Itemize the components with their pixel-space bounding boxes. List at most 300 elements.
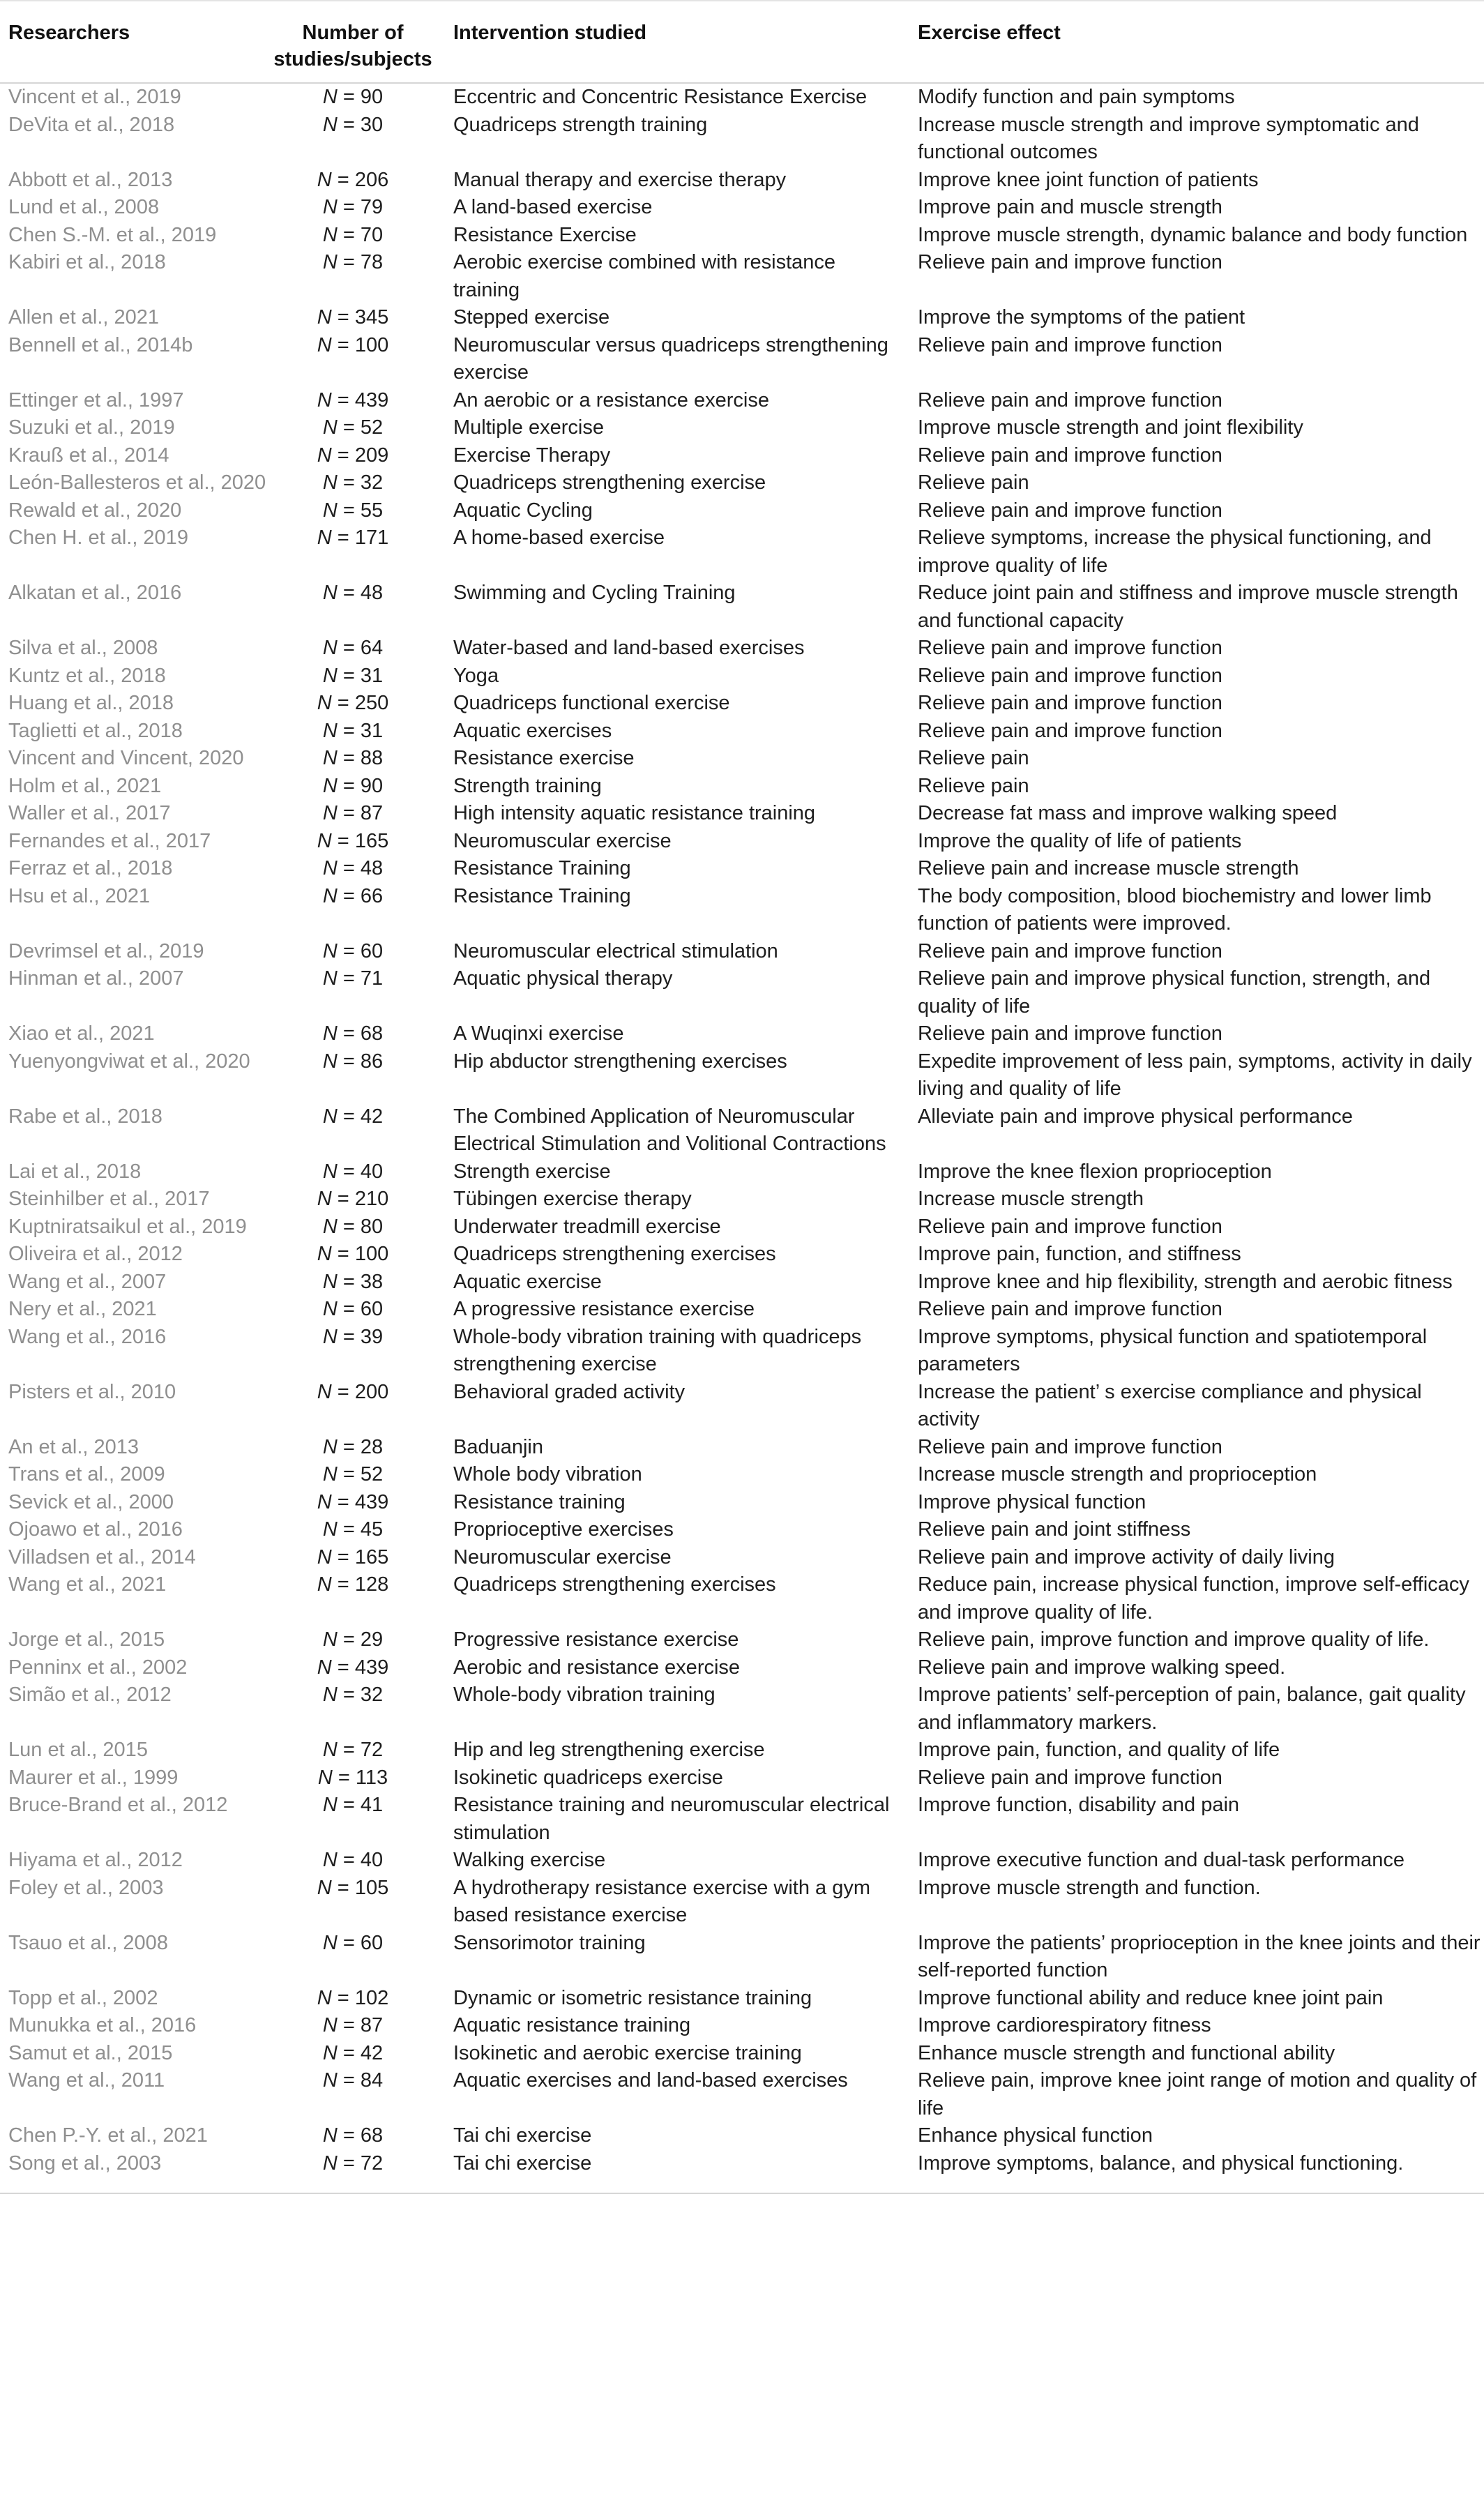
- subjects-count: 38: [360, 1270, 384, 1293]
- subjects-cell: [272, 938, 434, 966]
- n-symbol: N: [317, 1490, 332, 1513]
- subjects-count: 31: [360, 664, 384, 687]
- subjects-count: 439: [354, 1490, 389, 1513]
- equals-sign: =: [337, 2014, 361, 2036]
- table-row: [0, 1737, 1484, 1764]
- researchers-cell: Waller et al., 2017: [8, 802, 171, 824]
- table-row: [0, 222, 1484, 250]
- table-row: [0, 1103, 1484, 1158]
- equals-sign: =: [331, 388, 355, 411]
- subjects-count: 90: [360, 86, 384, 108]
- n-symbol: N: [322, 939, 338, 962]
- table-row: [0, 1213, 1484, 1241]
- effect-cell: Improve pain, function, and quality of life: [918, 1739, 1280, 1761]
- table-header: [0, 1, 1484, 83]
- researchers-cell: Chen S.-M. et al., 2019: [8, 223, 217, 246]
- subjects-count: 68: [360, 1022, 384, 1045]
- researchers-cell: Wang et al., 2021: [8, 1573, 167, 1596]
- equals-sign: =: [337, 1739, 361, 1761]
- n-symbol: N: [322, 664, 338, 687]
- equals-sign: =: [337, 471, 361, 494]
- n-symbol: N: [322, 774, 338, 797]
- effect-cell: Relieve pain and improve function: [918, 664, 1222, 687]
- intervention-cell: An aerobic or a resistance exercise: [453, 388, 769, 411]
- subjects-cell: [272, 1434, 434, 1462]
- table-row: [0, 883, 1484, 938]
- researchers-cell: Ferraz et al., 2018: [8, 857, 173, 879]
- subjects-count: 39: [360, 1325, 384, 1348]
- n-symbol: N: [322, 582, 338, 604]
- table-row: [0, 1930, 1484, 1985]
- table-row: [0, 1792, 1484, 1847]
- subjects-cell: [272, 1158, 434, 1186]
- table-row: [0, 194, 1484, 222]
- table-row: [0, 2067, 1484, 2122]
- table-row: [0, 1544, 1484, 1572]
- equals-sign: =: [337, 1298, 361, 1320]
- intervention-cell: Quadriceps strengthening exercises: [453, 1243, 776, 1265]
- table-row: [0, 332, 1484, 387]
- researchers-cell: DeVita et al., 2018: [8, 113, 175, 136]
- effect-cell: Improve the knee flexion proprioception: [918, 1160, 1272, 1183]
- intervention-cell: Neuromuscular versus quadriceps strengthening exercise: [453, 333, 888, 384]
- subjects-count: 60: [360, 1931, 384, 1954]
- subjects-count: 87: [360, 2014, 384, 2036]
- subjects-cell: [272, 1654, 434, 1682]
- subjects-count: 84: [360, 2069, 384, 2092]
- subjects-cell: [272, 524, 434, 580]
- n-symbol: N: [322, 1325, 338, 1348]
- intervention-cell: The Combined Application of Neuromuscular Electrical Stimulation and Volitional Contractions: [453, 1105, 886, 1155]
- intervention-cell: Hip and leg strengthening exercise: [453, 1739, 765, 1761]
- subjects-count: 250: [354, 692, 389, 714]
- effect-cell: Relieve pain and improve function: [918, 692, 1222, 714]
- subjects-count: 42: [360, 2041, 384, 2064]
- subjects-count: 48: [360, 857, 384, 879]
- effect-cell: Expedite improvement of less pain, symptoms, activity in daily living and quality of life: [918, 1050, 1472, 1100]
- subjects-cell: [272, 1930, 434, 1985]
- subjects-cell: [272, 635, 434, 663]
- intervention-cell: Walking exercise: [453, 1849, 606, 1871]
- effect-cell: Relieve pain and improve function: [918, 1435, 1222, 1458]
- n-symbol: N: [317, 1656, 332, 1679]
- table-row: [0, 1985, 1484, 2013]
- intervention-cell: Quadriceps strengthening exercise: [453, 471, 766, 494]
- effect-cell: Increase muscle strength: [918, 1188, 1144, 1210]
- n-symbol: N: [322, 1684, 338, 1706]
- equals-sign: =: [331, 1986, 355, 2009]
- effect-cell: Relieve symptoms, increase the physical functioning, and improve quality of life: [918, 527, 1432, 577]
- n-symbol: N: [322, 1050, 338, 1073]
- n-symbol: N: [317, 1876, 332, 1899]
- subjects-count: 171: [354, 527, 389, 549]
- equals-sign: =: [337, 1022, 361, 1045]
- effect-cell: Improve physical function: [918, 1490, 1146, 1513]
- effect-cell: Relieve pain and improve function: [918, 1766, 1222, 1789]
- intervention-cell: Underwater treadmill exercise: [453, 1215, 721, 1238]
- subjects-cell: [272, 2040, 434, 2068]
- n-symbol: N: [322, 1298, 338, 1320]
- effect-cell: Relieve pain and improve function: [918, 1298, 1222, 1320]
- n-symbol: N: [317, 1545, 332, 1568]
- table-row: [0, 1324, 1484, 1379]
- table-row: [0, 855, 1484, 883]
- subjects-count: 52: [360, 416, 384, 439]
- intervention-cell: Isokinetic and aerobic exercise training: [453, 2041, 802, 2064]
- intervention-cell: Aquatic resistance training: [453, 2014, 691, 2036]
- subjects-cell: [272, 1489, 434, 1517]
- intervention-cell: Tai chi exercise: [453, 2152, 592, 2175]
- table-row: [0, 1048, 1484, 1103]
- table-row: [0, 2150, 1484, 2178]
- n-symbol: N: [322, 1105, 338, 1128]
- n-symbol: N: [322, 884, 338, 907]
- intervention-cell: Dynamic or isometric resistance training: [453, 1986, 812, 2009]
- subjects-count: 345: [354, 306, 389, 328]
- n-symbol: N: [322, 2041, 338, 2064]
- subjects-cell: [272, 800, 434, 828]
- table-row: [0, 938, 1484, 966]
- n-symbol: N: [322, 967, 338, 990]
- subjects-cell: [272, 1544, 434, 1572]
- researchers-cell: Fernandes et al., 2017: [8, 829, 211, 852]
- researchers-cell: Foley et al., 2003: [8, 1876, 164, 1899]
- subjects-cell: [272, 965, 434, 1020]
- n-symbol: N: [322, 1518, 338, 1541]
- researchers-cell: Allen et al., 2021: [8, 306, 160, 328]
- subjects-cell: [272, 1020, 434, 1048]
- effect-cell: Improve executive function and dual-task performance: [918, 1849, 1404, 1871]
- equals-sign: =: [337, 2069, 361, 2092]
- subjects-count: 165: [354, 829, 389, 852]
- effect-cell: Enhance physical function: [918, 2124, 1153, 2147]
- n-symbol: N: [322, 471, 338, 494]
- subjects-cell: [272, 773, 434, 801]
- effect-cell: Relieve pain and improve function: [918, 333, 1222, 356]
- subjects-cell: [272, 690, 434, 718]
- subjects-cell: [272, 387, 434, 415]
- researchers-cell: Ojoawo et al., 2016: [8, 1518, 183, 1541]
- researchers-cell: Vincent and Vincent, 2020: [8, 747, 244, 769]
- subjects-cell: [272, 745, 434, 773]
- researchers-cell: Nery et al., 2021: [8, 1298, 157, 1320]
- intervention-cell: Whole body vibration: [453, 1463, 642, 1485]
- subjects-count: 40: [360, 1160, 384, 1183]
- intervention-cell: A progressive resistance exercise: [453, 1298, 755, 1320]
- researchers-cell: Hiyama et al., 2012: [8, 1849, 183, 1871]
- researchers-cell: Chen H. et al., 2019: [8, 527, 188, 549]
- equals-sign: =: [331, 1656, 355, 1679]
- subjects-count: 28: [360, 1435, 384, 1458]
- subjects-count: 32: [360, 471, 384, 494]
- table-row: [0, 497, 1484, 525]
- n-symbol: N: [322, 1628, 338, 1651]
- subjects-count: 55: [360, 499, 384, 522]
- subjects-cell: [272, 414, 434, 442]
- equals-sign: =: [337, 86, 361, 108]
- n-symbol: N: [322, 223, 338, 246]
- researchers-cell: Lun et al., 2015: [8, 1739, 148, 1761]
- subjects-cell: [272, 2150, 434, 2178]
- researchers-cell: Abbott et al., 2013: [8, 168, 173, 191]
- subjects-cell: [272, 1516, 434, 1544]
- equals-sign: =: [337, 637, 361, 659]
- subjects-count: 102: [354, 1986, 389, 2009]
- subjects-cell: [272, 663, 434, 690]
- equals-sign: =: [331, 527, 355, 549]
- researchers-cell: Hsu et al., 2021: [8, 884, 151, 907]
- intervention-cell: Proprioceptive exercises: [453, 1518, 674, 1541]
- intervention-cell: Manual therapy and exercise therapy: [453, 168, 787, 191]
- table-row: [0, 1571, 1484, 1626]
- subjects-cell: [272, 2012, 434, 2040]
- intervention-cell: Aquatic physical therapy: [453, 967, 673, 990]
- intervention-cell: A Wuqinxi exercise: [453, 1022, 624, 1045]
- subjects-cell: [272, 1737, 434, 1764]
- intervention-cell: Exercise Therapy: [453, 444, 611, 467]
- n-symbol: N: [322, 2014, 338, 2036]
- equals-sign: =: [337, 747, 361, 769]
- subjects-cell: [272, 580, 434, 635]
- researchers-cell: Simão et al., 2012: [8, 1684, 172, 1706]
- researchers-cell: Kuptniratsaikul et al., 2019: [8, 1215, 247, 1238]
- researchers-cell: Wang et al., 2007: [8, 1270, 167, 1293]
- table-row: [0, 249, 1484, 304]
- effect-cell: Modify function and pain symptoms: [918, 86, 1235, 108]
- n-symbol: N: [317, 306, 332, 328]
- researchers-cell: Taglietti et al., 2018: [8, 719, 183, 742]
- table-row: [0, 2012, 1484, 2040]
- equals-sign: =: [337, 2152, 361, 2175]
- researchers-cell: Bennell et al., 2014b: [8, 333, 193, 356]
- effect-cell: Improve functional ability and reduce knee joint pain: [918, 1986, 1384, 2009]
- subjects-count: 165: [354, 1545, 389, 1568]
- equals-sign: =: [331, 306, 355, 328]
- header-number: Number of studies/subjects: [272, 1, 434, 83]
- researchers-cell: Pisters et al., 2010: [8, 1380, 176, 1403]
- bottom-rule: [0, 2177, 1484, 2193]
- researchers-cell: An et al., 2013: [8, 1435, 139, 1458]
- subjects-count: 72: [360, 2152, 384, 2175]
- n-symbol: N: [317, 527, 332, 549]
- effect-cell: Improve pain, function, and stiffness: [918, 1243, 1241, 1265]
- n-symbol: N: [322, 113, 338, 136]
- intervention-cell: Aerobic and resistance exercise: [453, 1656, 741, 1679]
- equals-sign: =: [337, 857, 361, 879]
- effect-cell: Relieve pain, improve function and improve quality of life.: [918, 1628, 1430, 1651]
- equals-sign: =: [337, 1794, 361, 1816]
- equals-sign: =: [337, 416, 361, 439]
- researchers-cell: Penninx et al., 2002: [8, 1656, 188, 1679]
- subjects-count: 80: [360, 1215, 384, 1238]
- subjects-count: 42: [360, 1105, 384, 1128]
- effect-cell: Relieve pain and improve function: [918, 388, 1222, 411]
- table-row: [0, 965, 1484, 1020]
- intervention-cell: Resistance Training: [453, 857, 631, 879]
- researchers-cell: Wang et al., 2011: [8, 2069, 165, 2092]
- intervention-cell: Neuromuscular exercise: [453, 1545, 672, 1568]
- equals-sign: =: [331, 444, 355, 467]
- intervention-cell: Resistance exercise: [453, 747, 635, 769]
- n-symbol: N: [322, 802, 338, 824]
- table-row: [0, 442, 1484, 470]
- n-symbol: N: [322, 251, 338, 273]
- equals-sign: =: [337, 1849, 361, 1871]
- table-row: [0, 1241, 1484, 1269]
- equals-sign: =: [337, 884, 361, 907]
- effect-cell: Increase muscle strength and improve symptomatic and functional outcomes: [918, 113, 1419, 163]
- subjects-count: 66: [360, 884, 384, 907]
- table-row: [0, 828, 1484, 856]
- intervention-cell: Behavioral graded activity: [453, 1380, 686, 1403]
- n-symbol: N: [322, 719, 338, 742]
- researchers-cell: Krauß et al., 2014: [8, 444, 169, 467]
- table-row: [0, 414, 1484, 442]
- table-row: [0, 1379, 1484, 1434]
- subjects-cell: [272, 1379, 434, 1434]
- equals-sign: =: [337, 802, 361, 824]
- equals-sign: =: [331, 1545, 355, 1568]
- subjects-cell: [272, 442, 434, 470]
- intervention-cell: Aquatic exercise: [453, 1270, 602, 1293]
- subjects-cell: [272, 167, 434, 195]
- effect-cell: Relieve pain and improve function: [918, 499, 1222, 522]
- table-row: [0, 167, 1484, 195]
- table-row: [0, 524, 1484, 580]
- intervention-cell: Quadriceps strengthening exercises: [453, 1573, 776, 1596]
- table-row: [0, 1269, 1484, 1296]
- subjects-count: 100: [354, 1243, 389, 1265]
- subjects-cell: [272, 1571, 434, 1626]
- effect-cell: Improve symptoms, physical function and spatiotemporal parameters: [918, 1325, 1428, 1375]
- intervention-cell: Strength training: [453, 774, 602, 797]
- effect-cell: Relieve pain: [918, 471, 1029, 494]
- n-symbol: N: [322, 857, 338, 879]
- researchers-cell: Kabiri et al., 2018: [8, 251, 166, 273]
- subjects-cell: [272, 2122, 434, 2150]
- table-row: [0, 800, 1484, 828]
- intervention-cell: Aerobic exercise combined with resistance training: [453, 251, 836, 301]
- effect-cell: Reduce joint pain and stiffness and improve muscle strength and functional capacity: [918, 582, 1458, 632]
- equals-sign: =: [337, 1931, 361, 1954]
- subjects-count: 32: [360, 1684, 384, 1706]
- table-row: [0, 1626, 1484, 1654]
- subjects-count: 206: [354, 168, 389, 191]
- n-symbol: N: [322, 2124, 338, 2147]
- table-row: [0, 1489, 1484, 1517]
- intervention-cell: A home-based exercise: [453, 527, 665, 549]
- researchers-cell: Ettinger et al., 1997: [8, 388, 184, 411]
- researchers-cell: Lai et al., 2018: [8, 1160, 142, 1183]
- subjects-count: 113: [355, 1766, 388, 1789]
- intervention-cell: A land-based exercise: [453, 196, 653, 218]
- equals-sign: =: [331, 1876, 355, 1899]
- researchers-cell: Xiao et al., 2021: [8, 1022, 155, 1045]
- subjects-count: 86: [360, 1050, 384, 1073]
- subjects-cell: [272, 1847, 434, 1875]
- researchers-cell: Maurer et al., 1999: [8, 1766, 179, 1789]
- header-intervention: Intervention studied: [434, 1, 901, 83]
- equals-sign: =: [331, 1490, 355, 1513]
- equals-sign: =: [337, 499, 361, 522]
- table-row: [0, 387, 1484, 415]
- subjects-count: 29: [360, 1628, 384, 1651]
- researchers-cell: León-Ballesteros et al., 2020: [8, 471, 266, 494]
- intervention-cell: Sensorimotor training: [453, 1931, 646, 1954]
- effect-cell: Relieve pain and improve walking speed.: [918, 1656, 1286, 1679]
- table-row: [0, 469, 1484, 497]
- effect-cell: Relieve pain and improve function: [918, 1215, 1222, 1238]
- effect-cell: Relieve pain: [918, 774, 1029, 797]
- table-footer-rule: [0, 2177, 1484, 2193]
- subjects-cell: [272, 497, 434, 525]
- intervention-cell: Multiple exercise: [453, 416, 604, 439]
- effect-cell: Relieve pain and improve function: [918, 637, 1222, 659]
- equals-sign: =: [337, 223, 361, 246]
- n-symbol: N: [317, 1766, 333, 1789]
- subjects-count: 40: [360, 1849, 384, 1871]
- n-symbol: N: [322, 747, 338, 769]
- intervention-cell: Quadriceps functional exercise: [453, 692, 730, 714]
- subjects-cell: [272, 1241, 434, 1269]
- subjects-cell: [272, 194, 434, 222]
- subjects-count: 41: [360, 1794, 384, 1816]
- equals-sign: =: [337, 1215, 361, 1238]
- intervention-cell: Neuromuscular electrical stimulation: [453, 939, 778, 962]
- effect-cell: Improve muscle strength and joint flexibility: [918, 416, 1303, 439]
- effect-cell: The body composition, blood biochemistry and lower limb function of patients were improved.: [918, 884, 1432, 935]
- equals-sign: =: [331, 692, 355, 714]
- n-symbol: N: [322, 1463, 338, 1485]
- table-row: [0, 304, 1484, 332]
- subjects-count: 31: [360, 719, 384, 742]
- subjects-cell: [272, 222, 434, 250]
- researchers-cell: Kuntz et al., 2018: [8, 664, 166, 687]
- subjects-cell: [272, 469, 434, 497]
- table-row: [0, 1764, 1484, 1792]
- researchers-cell: Rabe et al., 2018: [8, 1105, 162, 1128]
- researchers-cell: Wang et al., 2016: [8, 1325, 167, 1348]
- n-symbol: N: [322, 1270, 338, 1293]
- intervention-cell: Resistance Training: [453, 884, 631, 907]
- effect-cell: Improve cardiorespiratory fitness: [918, 2014, 1211, 2036]
- subjects-cell: [272, 332, 434, 387]
- effect-cell: Improve function, disability and pain: [918, 1794, 1240, 1816]
- equals-sign: =: [337, 1050, 361, 1073]
- n-symbol: N: [317, 168, 332, 191]
- subjects-cell: [272, 304, 434, 332]
- table-row: [0, 1434, 1484, 1462]
- equals-sign: =: [337, 939, 361, 962]
- equals-sign: =: [337, 1160, 361, 1183]
- equals-sign: =: [331, 1243, 355, 1265]
- subjects-count: 105: [354, 1876, 389, 1899]
- effect-cell: Improve knee and hip flexibility, strength and aerobic fitness: [918, 1270, 1453, 1293]
- n-symbol: N: [322, 416, 338, 439]
- equals-sign: =: [337, 1270, 361, 1293]
- researchers-cell: Hinman et al., 2007: [8, 967, 184, 990]
- researchers-cell: Chen P.-Y. et al., 2021: [8, 2124, 208, 2147]
- subjects-cell: [272, 1186, 434, 1213]
- n-symbol: N: [322, 2152, 338, 2175]
- intervention-cell: Hip abductor strengthening exercises: [453, 1050, 787, 1073]
- effect-cell: Improve muscle strength, dynamic balance and body function: [918, 223, 1468, 246]
- effect-cell: Relieve pain and increase muscle strength: [918, 857, 1299, 879]
- table-row: [0, 83, 1484, 112]
- n-symbol: N: [317, 1188, 332, 1210]
- equals-sign: =: [331, 1380, 355, 1403]
- n-symbol: N: [317, 692, 332, 714]
